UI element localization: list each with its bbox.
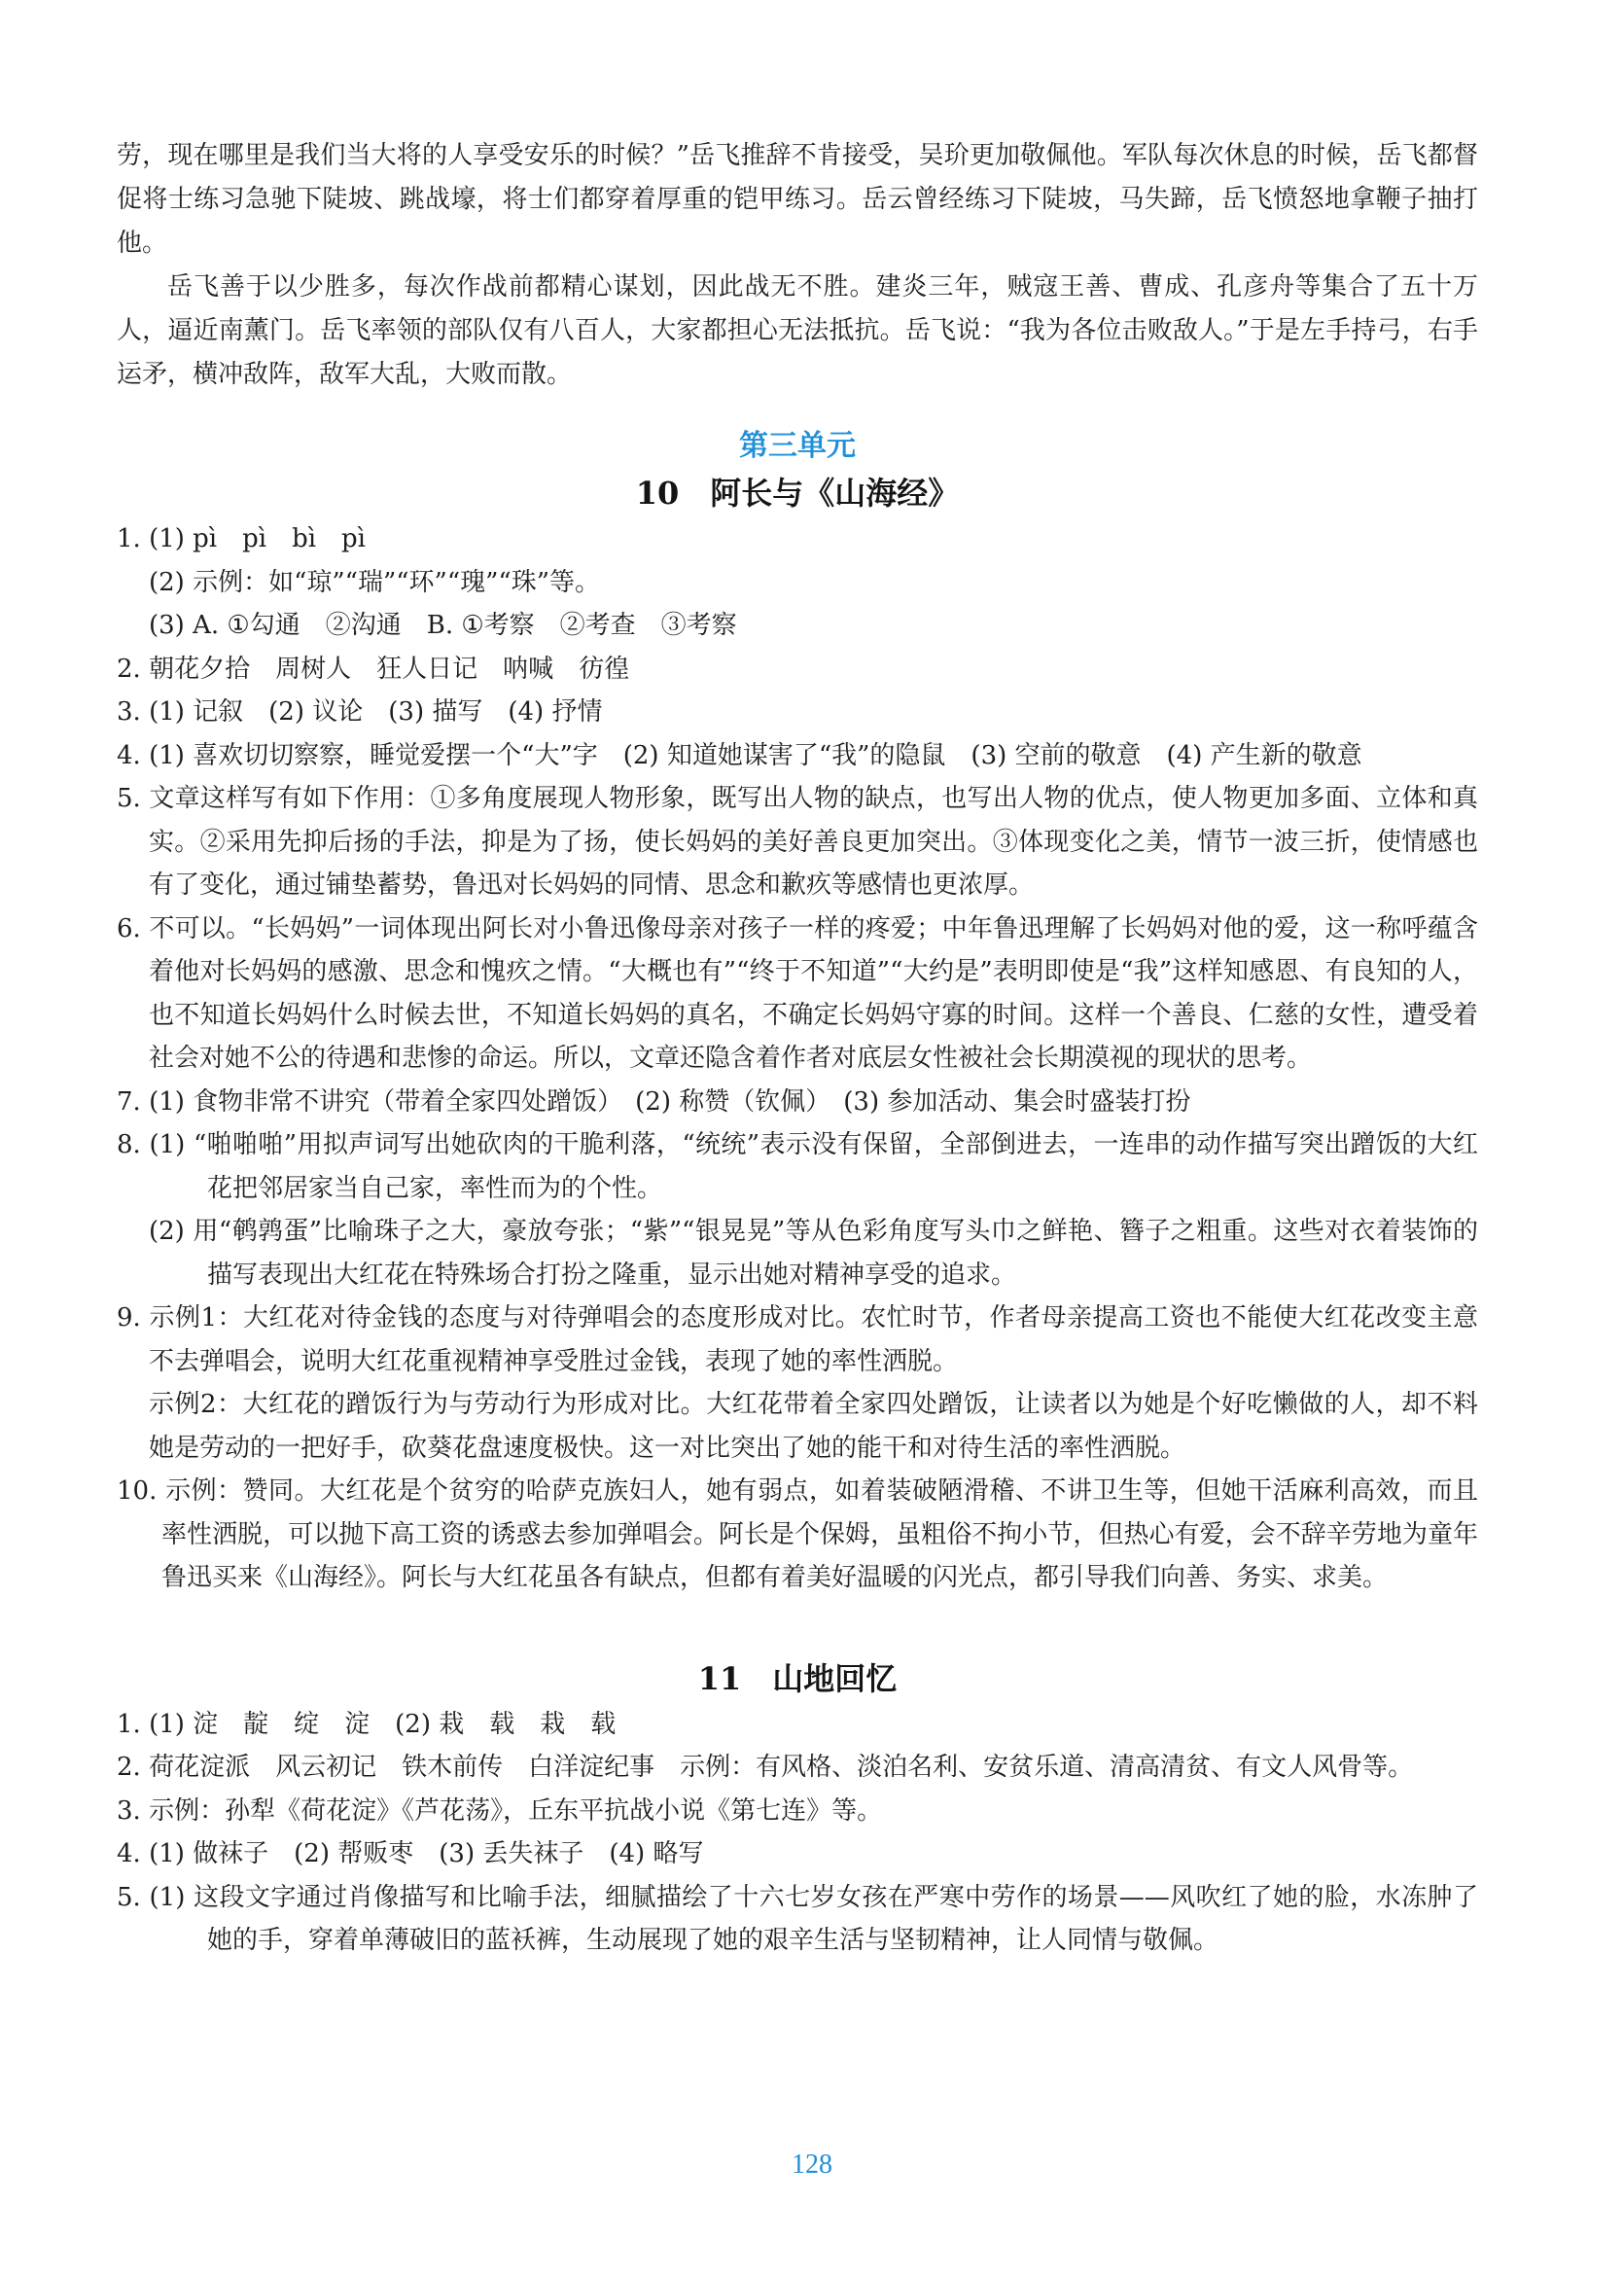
answer-item: 4. (1) 喜欢切切察察，睡觉爱摆一个“大”字 (2) 知道她谋害了“我”的隐鼠 (3) 空前的敬意 (4) 产生新的敬意 [117,740,1362,770]
answer-item: 2. 朝花夕拾 周树人 狂人日记 呐喊 彷徨 [117,654,630,684]
lesson-title: 11 山地回忆 [697,1659,898,1697]
answer-item: 3. 示例：孙犁《荷花淀》《芦花荡》，丘东平抗战小说《第七连》等。 [117,1795,883,1826]
answer-item: 5. 文章这样写有如下作用：①多角度展现人物形象，既写出人物的缺点，也写出人物的优点，使人物更加多面、立体和真实。②采用先抑后扬的手法，抑是为了扬，使长妈妈的美好善良更加突出。③体现变化之美，情节一波三折，使情感也有了变化，通过铺垫蓄势，鲁迅对长妈妈的同情、思念和歉疚等感情也更浓厚。 [117,784,1478,900]
lesson-title: 10 阿长与《山海经》 [635,475,960,512]
answer-item: 4. (1) 做袜子 (2) 帮贩枣 (3) 丢失袜子 (4) 略写 [117,1839,704,1868]
unit-title: 第三单元 [739,429,856,463]
prose-paragraph: 劳，现在哪里是我们当大将的人享受安乐的时候？”岳飞推辞不肯接受，吴玠更加敬佩他。军队每次休息的时候，岳飞都督促将士练习急驰下陡坡、跳战壕，将士们都穿着厚重的铠甲练习。岳云曾经练习下陡坡，马失蹄，岳飞愤怒地拿鞭子抽打他。 [117,141,1478,258]
answer-item: 6. 不可以。“长妈妈”一词体现出阿长对小鲁迅像母亲对孩子一样的疼爱；中年鲁迅理解了长妈妈对他的爱，这一称呼蕴含着他对长妈妈的感激、思念和愧疚之情。“大概也有”“终于不知道”“大约是”表明即使是“我”这样知感恩、有良知的人，也不知道长妈妈什么时候去世，不知道长妈妈的真名，不确定长妈妈守寡的时间。这样一个善良、仁慈的女性，遭受着社会对她不公的待遇和悲惨的命运。所以，文章还隐含着作者对底层女性被社会长期漠视的现状的思考。 [117,913,1478,1073]
answer-item: 10. 示例：赞同。大红花是个贫穷的哈萨克族妇人，她有弱点，如着装破陋滑稽、不讲卫生等，但她干活麻利高效，而且率性洒脱，可以抛下高工资的诱惑去参加弹唱会。阿长是个保姆，虽粗俗不拘小节，但热心有爱，会不辞辛劳地为童年鲁迅买来《山海经》。阿长与大红花虽各有缺点，但都有着美好温暖的闪光点，都引导我们向善、务实、求美。 [117,1476,1478,1592]
page-number: 128 [792,2149,832,2180]
answer-subitem: 示例2：大红花的蹭饭行为与劳动行为形成对比。大红花带着全家四处蹭饭，让读者以为她是个好吃懒做的人，却不料她是劳动的一把好手，砍葵花盘速度极快。这一对比突出了她的能干和对待生活的率性洒脱。 [149,1390,1478,1463]
answer-subitem: (3) A. ①勾通 ②沟通 B. ①考察 ②考查 ③考察 [149,611,737,640]
answer-item: 9. 示例1：大红花对待金钱的态度与对待弹唱会的态度形成对比。农忙时节，作者母亲提高工资也不能使大红花改变主意不去弹唱会，说明大红花重视精神享受胜过金钱，表现了她的率性洒脱。 [117,1303,1478,1376]
answer-item: 3. (1) 记叙 (2) 议论 (3) 描写 (4) 抒情 [117,697,603,727]
prose-paragraph: 岳飞善于以少胜多，每次作战前都精心谋划，因此战无不胜。建炎三年，贼寇王善、曹成、孔彦舟等集合了五十万人，逼近南薰门。岳飞率领的部队仅有八百人，大家都担心无法抵抗。岳飞说：“我为各位击败敌人。”于是左手持弓，右手运矛，横冲敌阵，敌军大乱，大败而散。 [117,272,1478,389]
answer-item: 2. 荷花淀派 风云初记 铁木前传 白洋淀纪事 示例：有风格、淡泊名利、安贫乐道、清高清贫、有文人风骨等。 [117,1753,1414,1782]
answer-item: 7. (1) 食物非常不讲究（带着全家四处蹭饭） (2) 称赞（钦佩） (3) 参加活动、集会时盛装打扮 [117,1086,1191,1117]
answer-list-lesson-10 [117,517,1478,1600]
answer-item: 5. (1) 这段文字通过肖像描写和比喻手法，细腻描绘了十六七岁女孩在严寒中劳作的场景——风吹红了她的脸，水冻肿了她的手，穿着单薄破旧的蓝袄裤，生动展现了她的艰辛生活与坚韧精神，让人同情与敬佩。 [117,1882,1478,1955]
answer-item: 8. (1) “啪啪啪”用拟声词写出她砍肉的干脆利落，“统统”表示没有保留，全部倒进去，一连串的动作描写突出蹭饭的大红花把邻居家当自己家，率性而为的个性。 [117,1130,1478,1203]
answer-subitem: (2) 用“鹌鹑蛋”比喻珠子之大，豪放夸张；“紫”“银晃晃”等从色彩角度写头巾之鲜艳、簪子之粗重。这些对衣着装饰的描写表现出大红花在特殊场合打扮之隆重，显示出她对精神享受的追求。 [149,1217,1478,1290]
page-content [117,134,1478,1963]
answer-item: 1. (1) pì pì bì pì [117,524,367,553]
answer-list-lesson-11 [117,1703,1478,1963]
answer-item: 1. (1) 淀 靛 绽 淀 (2) 栽 载 栽 载 [117,1709,617,1739]
answer-subitem: (2) 示例：如“琼”“瑞”“环”“瑰”“珠”等。 [149,567,601,597]
